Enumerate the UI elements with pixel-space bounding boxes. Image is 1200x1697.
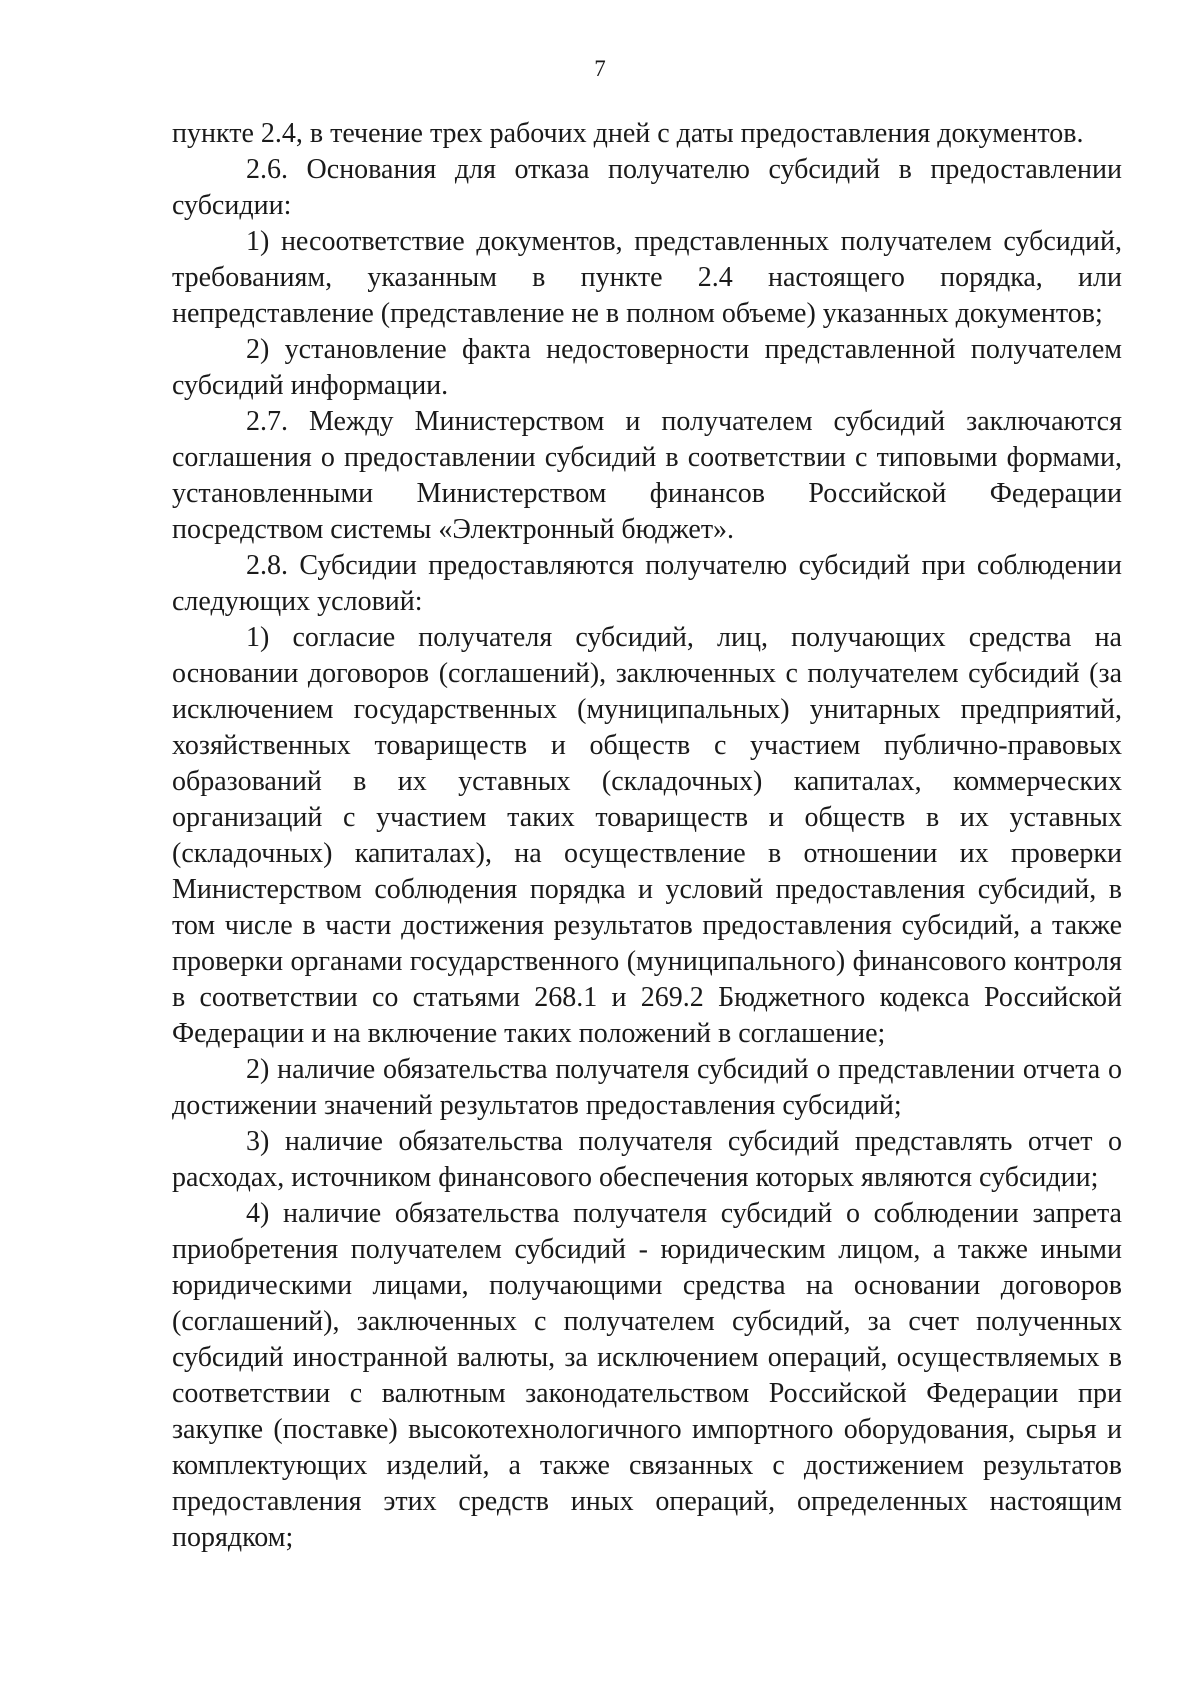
paragraph-2-7: 2.7. Между Министерством и получателем субсидий заключаются соглашения о предоставлении субсидий в соответствии с типовыми формами, установленными Министерством финансов Российской Федерации посредством системы «Электронный бюджет». <box>172 406 1122 545</box>
paragraph-continuation: пункте 2.4, в течение трех рабочих дней с даты предоставления документов. <box>172 118 1084 149</box>
paragraph-2-8-item-2: 2) наличие обязательства получателя субсидий о представлении отчета о достижении значений результатов предоставления субсидий; <box>172 1054 1122 1121</box>
paragraph-2-8-item-3: 3) наличие обязательства получателя субсидий представлять отчет о расходах, источником финансового обеспечения которых являются субсидии; <box>172 1126 1122 1193</box>
document-body <box>172 116 1122 1556</box>
paragraph-2-6-item-1: 1) несоответствие документов, представленных получателем субсидий, требованиям, указанным в пункте 2.4 настоящего порядка, или непредставление (представление не в полном объеме) указанных документов; <box>172 226 1122 329</box>
paragraph-2-6: 2.6. Основания для отказа получателю субсидий в предоставлении субсидии: <box>172 154 1122 221</box>
paragraph-2-6-item-2: 2) установление факта недостоверности представленной получателем субсидий информации. <box>172 334 1122 401</box>
paragraph-2-8: 2.8. Субсидии предоставляются получателю субсидий при соблюдении следующих условий: <box>172 550 1122 617</box>
page-number: 7 <box>594 56 606 81</box>
paragraph-2-8-item-1: 1) согласие получателя субсидий, лиц, получающих средства на основании договоров (соглашений), заключенных с получателем субсидий (за исключением государственных (муниципальных) унитарных предприятий, хозяйственных товариществ и обществ с участием публично-правовых образований в их уставных (складочных) капиталах, коммерческих организаций с участием таких товариществ и обществ в их уставных (складочных) капиталах), на осуществление в отношении их проверки Министерством соблюдения порядка и условий предоставления субсидий, в том числе в части достижения результатов предоставления субсидий, а также проверки органами государственного (муниципального) финансового контроля в соответствии со статьями 268.1 и 269.2 Бюджетного кодекса Российской Федерации и на включение таких положений в соглашение; <box>172 622 1122 1049</box>
paragraph-2-8-item-4: 4) наличие обязательства получателя субсидий о соблюдении запрета приобретения получателем субсидий - юридическим лицом, а также иными юридическими лицами, получающими средства на основании договоров (соглашений), заключенных с получателем субсидий, за счет полученных субсидий иностранной валюты, за исключением операций, осуществляемых в соответствии с валютным законодательством Российской Федерации при закупке (поставке) высокотехнологичного импортного оборудования, сырья и комплектующих изделий, а также связанных с достижением результатов предоставления этих средств иных операций, определенных настоящим порядком; <box>172 1198 1122 1553</box>
